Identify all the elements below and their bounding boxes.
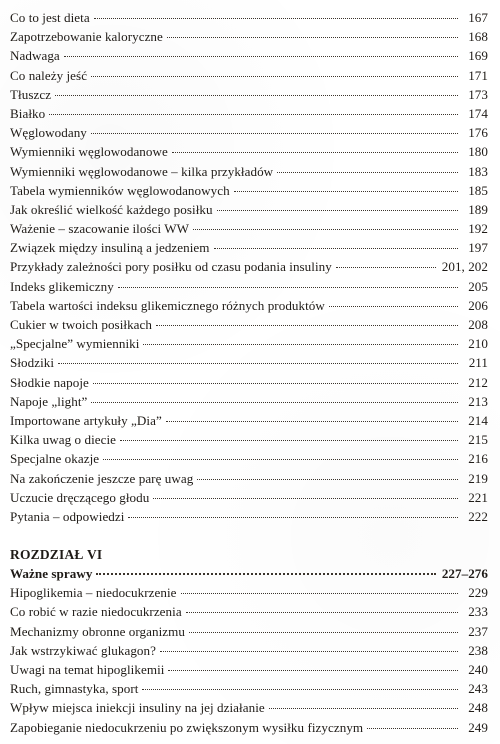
toc-entry-page: 168 bbox=[468, 29, 488, 45]
chapter-entry-title: Zapobieganie niedocukrzeniu po zwiększonym wysiłku fizycznym bbox=[10, 719, 364, 735]
chapter-entry-page: 249 bbox=[468, 719, 488, 735]
toc-entry bbox=[10, 238, 488, 257]
toc-entry-title: Napoje „light” bbox=[10, 393, 88, 409]
chapter-entry-title: Hipoglikemia – niedocukrzenie bbox=[10, 585, 177, 601]
toc-entry-leader bbox=[234, 191, 458, 192]
toc-entry bbox=[10, 162, 488, 181]
chapter-entry-title: Uwagi na temat hipoglikemii bbox=[10, 662, 165, 677]
toc-entry-page: 197 bbox=[468, 240, 488, 256]
toc-entry-leader bbox=[143, 344, 458, 345]
chapter-entry-title: Mechanizmy obronne organizmu bbox=[10, 623, 185, 639]
toc-entry-page: 174 bbox=[468, 105, 488, 121]
toc-entry-title: Tabela wartości indeksu glikemicznego różnych produktów bbox=[10, 297, 325, 313]
toc-entry-title: „Specjalne” wymienniki bbox=[10, 336, 140, 352]
toc-entry-title: Węglowodany bbox=[10, 125, 87, 141]
toc-entry-leader bbox=[217, 210, 458, 211]
chapter-entry-leader bbox=[181, 593, 458, 594]
toc-entry-leader bbox=[197, 479, 458, 480]
toc-entry bbox=[10, 181, 488, 200]
toc-entry-leader bbox=[172, 152, 458, 153]
toc-entry-page: 215 bbox=[468, 432, 488, 448]
toc-entry-page: 208 bbox=[468, 317, 488, 332]
chapter-entry-page: 248 bbox=[468, 700, 488, 716]
toc-entry-page: 221 bbox=[468, 489, 488, 505]
chapter-entry bbox=[10, 602, 488, 621]
toc-entry bbox=[10, 257, 488, 276]
toc-entry bbox=[10, 200, 488, 219]
toc-entry-leader bbox=[193, 229, 458, 230]
toc-entry-leader bbox=[91, 76, 458, 77]
toc-entry-leader bbox=[91, 133, 458, 134]
toc-entry bbox=[10, 507, 488, 526]
toc-entry-page: 222 bbox=[468, 508, 488, 524]
toc-entry-leader bbox=[118, 287, 458, 288]
chapter-entry-page: 240 bbox=[468, 662, 488, 677]
toc-entry-page: 169 bbox=[468, 48, 488, 64]
toc-entry-leader bbox=[153, 498, 458, 499]
chapter-entry bbox=[10, 718, 488, 737]
toc-entry-title: Zapotrzebowanie kaloryczne bbox=[10, 29, 163, 45]
toc-entry-page: 206 bbox=[468, 297, 488, 313]
toc-entry bbox=[10, 277, 488, 296]
toc-entry-page: 192 bbox=[468, 221, 488, 237]
toc-entry bbox=[10, 430, 488, 449]
toc-entry-page: 205 bbox=[468, 278, 488, 294]
chapter-entry-leader bbox=[189, 632, 458, 633]
toc-entry bbox=[10, 469, 488, 488]
toc-entry-title: Wymienniki węglowodanowe – kilka przykładów bbox=[10, 163, 274, 179]
chapter-entry-title: Wpływ miejsca iniekcji insuliny na jej działanie bbox=[10, 700, 265, 716]
chapter-entry-leader bbox=[367, 728, 458, 729]
section-spacer bbox=[10, 526, 488, 545]
toc-entry bbox=[10, 373, 488, 392]
toc-entry bbox=[10, 8, 488, 27]
toc-entry-title: Związek między insuliną a jedzeniem bbox=[10, 240, 210, 256]
toc-entry bbox=[10, 334, 488, 353]
table-of-contents bbox=[10, 8, 488, 737]
toc-entry-title: Przykłady zależności pory posiłku od czasu podania insuliny bbox=[10, 259, 332, 275]
chapter-entry bbox=[10, 622, 488, 641]
chapter-entry-page: 243 bbox=[468, 681, 488, 697]
chapter-entry-page: 229 bbox=[468, 585, 488, 601]
toc-entry-title: Pytania – odpowiedzi bbox=[10, 508, 125, 524]
chapter-entry-leader bbox=[160, 651, 458, 652]
toc-entry-title: Tabela wymienników węglowodanowych bbox=[10, 182, 230, 198]
chapter-entry bbox=[10, 660, 488, 679]
toc-entry-title: Tłuszcz bbox=[10, 86, 52, 102]
toc-entry-title: Na zakończenie jeszcze parę uwag bbox=[10, 470, 194, 486]
toc-entry-title: Słodkie napoje bbox=[10, 374, 89, 390]
toc-entry-page: 211 bbox=[468, 355, 488, 371]
toc-entry bbox=[10, 488, 488, 507]
chapter-entry bbox=[10, 698, 488, 717]
toc-entry-leader bbox=[166, 421, 458, 422]
toc-entry-title: Słodziki bbox=[10, 355, 55, 371]
toc-entry-page: 167 bbox=[468, 10, 488, 25]
toc-entry-page: 171 bbox=[468, 67, 488, 83]
toc-entry-page: 212 bbox=[468, 374, 488, 390]
toc-entry-title: Importowane artykuły „Dia” bbox=[10, 412, 162, 428]
toc-entry bbox=[10, 449, 488, 468]
chapter-main-entry bbox=[10, 564, 488, 583]
toc-entry-leader bbox=[103, 459, 458, 460]
toc-entry bbox=[10, 66, 488, 85]
toc-entry-leader bbox=[64, 56, 458, 57]
chapter-entry-page: 238 bbox=[468, 642, 488, 658]
toc-entry-leader bbox=[58, 363, 458, 364]
toc-entry-title: Jak określić wielkość każdego posiłku bbox=[10, 201, 213, 217]
toc-entry-title: Specjalne okazje bbox=[10, 451, 100, 467]
toc-entry-title: Kilka uwag o diecie bbox=[10, 432, 117, 448]
toc-entry-title: Cukier w twoich posiłkach bbox=[10, 317, 152, 332]
toc-entry-leader bbox=[94, 18, 458, 19]
toc-entry bbox=[10, 104, 488, 123]
chapter-entry-title: Co robić w razie niedocukrzenia bbox=[10, 604, 182, 620]
chapter-entry-leader bbox=[269, 708, 458, 709]
chapter-entry-page: 237 bbox=[468, 623, 488, 639]
toc-entry bbox=[10, 392, 488, 411]
toc-entry-leader bbox=[120, 440, 458, 441]
chapter-heading: ROZDZIAŁ VI bbox=[10, 547, 103, 563]
toc-entry-title: Ważenie – szacowanie ilości WW bbox=[10, 221, 190, 237]
toc-entry bbox=[10, 142, 488, 161]
chapter-entry-leader bbox=[186, 612, 458, 613]
toc-entry bbox=[10, 46, 488, 65]
chapter-entry-title: Ruch, gimnastyka, sport bbox=[10, 681, 139, 697]
toc-entry-leader bbox=[55, 95, 458, 96]
toc-entry-page: 180 bbox=[468, 144, 488, 160]
toc-entry-leader bbox=[214, 248, 458, 249]
toc-entry-title: Co należy jeść bbox=[10, 67, 88, 83]
chapter-main-title: Ważne sprawy bbox=[10, 566, 93, 582]
chapter-entry bbox=[10, 679, 488, 698]
chapter-entry bbox=[10, 641, 488, 660]
toc-entry-page: 176 bbox=[468, 125, 488, 141]
chapter-entry-leader bbox=[142, 689, 458, 690]
toc-entry-title: Indeks glikemiczny bbox=[10, 278, 114, 294]
toc-entry-leader bbox=[277, 172, 458, 173]
toc-entry-leader bbox=[49, 114, 458, 115]
toc-entry-leader bbox=[91, 402, 458, 403]
toc-entry bbox=[10, 123, 488, 142]
toc-entry-page: 219 bbox=[468, 470, 488, 486]
toc-entry-leader bbox=[128, 517, 458, 518]
toc-entry-leader bbox=[156, 325, 458, 326]
toc-entry-page: 185 bbox=[468, 182, 488, 198]
toc-entry-page: 183 bbox=[468, 163, 488, 179]
toc-entry bbox=[10, 315, 488, 334]
toc-entry-page: 173 bbox=[468, 86, 488, 102]
toc-entry-leader bbox=[93, 383, 458, 384]
toc-entry-page: 216 bbox=[468, 451, 488, 467]
toc-entry-page: 214 bbox=[468, 412, 488, 428]
toc-entry-page: 210 bbox=[468, 336, 488, 352]
chapter-entry-leader bbox=[168, 670, 458, 671]
chapter-entry bbox=[10, 583, 488, 602]
toc-entry-leader bbox=[167, 37, 458, 38]
toc-entry-leader bbox=[336, 267, 436, 268]
toc-entry-title: Uczucie dręczącego głodu bbox=[10, 489, 150, 505]
toc-entry-title: Białko bbox=[10, 105, 46, 121]
toc-entry bbox=[10, 27, 488, 46]
toc-entry bbox=[10, 85, 488, 104]
chapter-main-page-range: 227–276 bbox=[441, 566, 488, 582]
toc-entry bbox=[10, 353, 488, 372]
toc-entry-title: Nadwaga bbox=[10, 48, 60, 64]
chapter-entry-page: 233 bbox=[468, 604, 488, 620]
toc-entry-page: 213 bbox=[468, 393, 488, 409]
chapter-main-leader bbox=[96, 573, 435, 575]
chapter-entry-title: Jak wstrzykiwać glukagon? bbox=[10, 642, 156, 658]
toc-entry-title: Co to jest dieta bbox=[10, 10, 90, 25]
toc-entry-leader bbox=[329, 306, 458, 307]
toc-entry-page: 201, 202 bbox=[441, 259, 488, 275]
toc-entry-page: 189 bbox=[468, 201, 488, 217]
toc-entry bbox=[10, 411, 488, 430]
toc-entry bbox=[10, 296, 488, 315]
toc-entry-title: Wymienniki węglowodanowe bbox=[10, 144, 168, 160]
toc-entry bbox=[10, 219, 488, 238]
